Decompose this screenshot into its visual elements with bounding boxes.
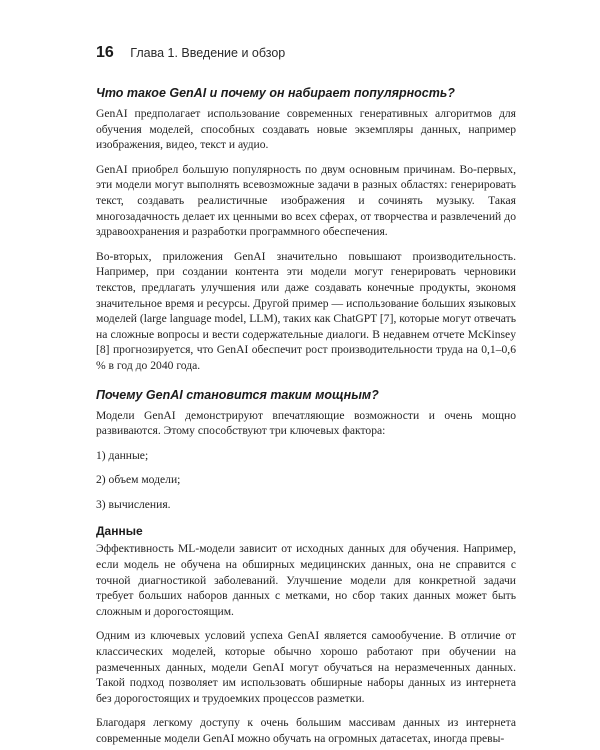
paragraph: Одним из ключевых условий успеха GenAI является самообучение. В отличие от классических моделей, которые обычно хорошо работают при обучении на размеченных данных, модели GenAI могут обучаться на неразмеченных данных. Такой подход позволяет им использовать обширные наборы данных из интернета без дорогостоящих и трудоемких процессов разметки. — [96, 629, 516, 705]
paragraph: GenAI предполагает использование современных генеративных алгоритмов для обучения моделей, способных создавать новые экземпляры данных, например изображения, видео, текст и аудио. — [96, 107, 516, 152]
page-header — [96, 44, 285, 62]
list-item: 3) вычисления. — [96, 497, 171, 511]
paragraph: Во-вторых, приложения GenAI значительно повышают производительность. Например, при создании контента эти модели могут генерировать черновики текстов, предлагать улучшения или даже создавать конечные продукты, экономя значительное время и ресурсы. Другой пример — использование больших языковых моделей (large language model, LLM), таких как ChatGPT [7], которые могут отвечать на сложные вопросы и вести содержательные диалоги. В недавнем отчете McKinsey [8] прогнозируется, что GenAI обеспечит рост производительности труда на 0,1–0,6 % в год до 2040 года. — [96, 249, 516, 372]
section-heading-genai: Что такое GenAI и почему он набирает популярность? — [96, 86, 455, 100]
page-number: 16 — [96, 44, 114, 61]
paragraph: Благодаря легкому доступу к очень большим массивам данных из интернета современные модели GenAI можно обучать на огромных датасетах, иногда превы- — [96, 716, 516, 745]
factor-list — [96, 448, 516, 513]
list-item: 1) данные; — [96, 448, 149, 462]
paragraph: Модели GenAI демонстрируют впечатляющие возможности и очень мощно развиваются. Этому способствуют три ключевых фактора: — [96, 408, 516, 438]
subsection-heading-data: Данные — [96, 524, 143, 539]
paragraph: Эффективность ML-модели зависит от исходных данных для обучения. Например, если модель не обучена на обширных медицинских данных, она не справится с точной диагностикой заболеваний. Улучшение модели для конкретной задачи требует больших наборов данных с метками, но сбор таких данных может быть сложным и дорогостоящим. — [96, 542, 516, 618]
paragraph: GenAI приобрел большую популярность по двум основным причинам. Во-первых, эти модели могут выполнять всевозможные задачи в разных областях: генерировать текст, создавать реалистичные изображения и сочинять музыку. Такая многозадачность делает их ценными во всех сферах, от творчества и развлечений до здравоохранения и разработки программного обеспечения. — [96, 162, 516, 239]
list-item: 2) объем модели; — [96, 473, 181, 487]
section-heading-power: Почему GenAI становится таким мощным? — [96, 387, 379, 402]
chapter-title: Глава 1. Введение и обзор — [130, 46, 286, 60]
page-content — [96, 86, 516, 747]
